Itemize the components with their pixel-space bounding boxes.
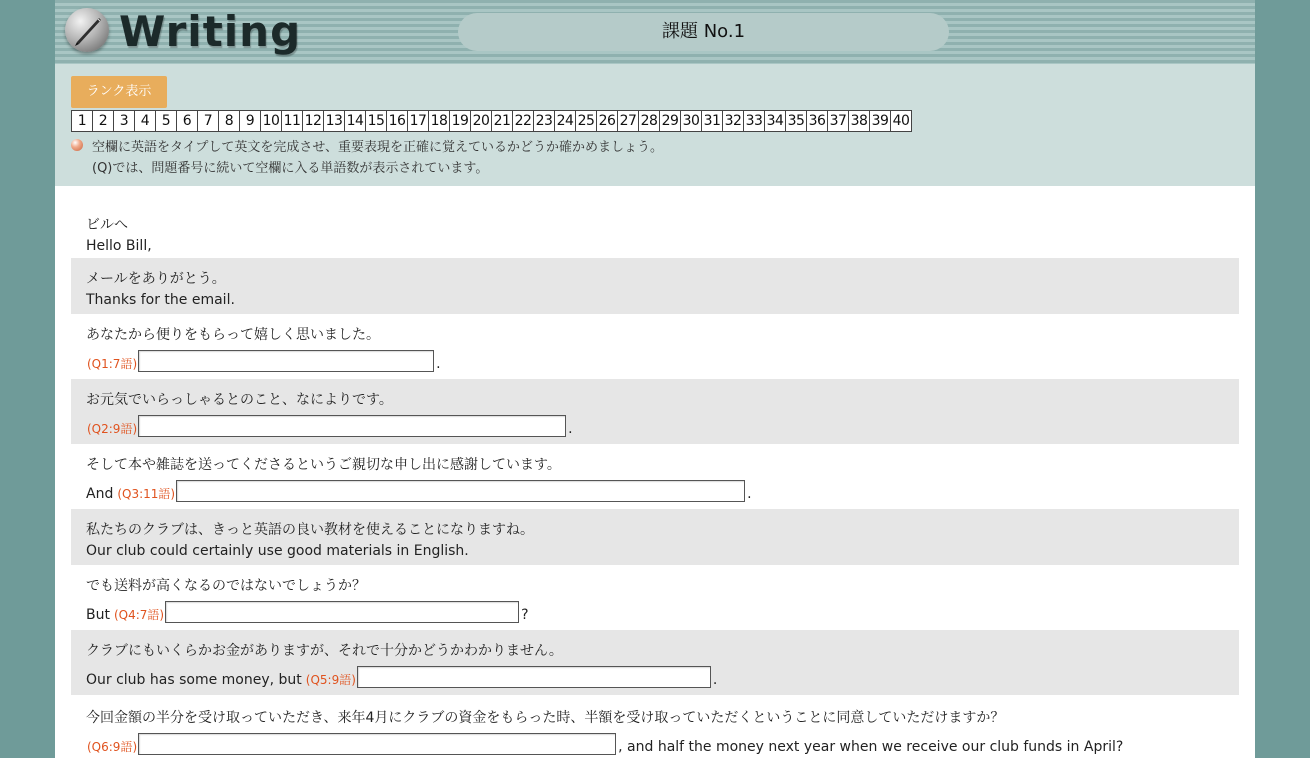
sentence-row: [71, 208, 1239, 258]
question-number-link[interactable]: 27: [617, 110, 639, 132]
question-number-link[interactable]: 21: [491, 110, 513, 132]
sentence-ending: ?: [521, 607, 529, 623]
question-number-link[interactable]: 15: [365, 110, 387, 132]
question-label: (Q2:9語): [87, 422, 138, 436]
question-number-link[interactable]: 25: [575, 110, 597, 132]
app-title: Writing: [119, 7, 302, 56]
japanese-sentence: クラブにもいくらかお金がありますが、それで十分かどうかわかりません。: [86, 643, 563, 659]
question-number-link[interactable]: 31: [701, 110, 723, 132]
question-number-link[interactable]: 39: [869, 110, 891, 132]
japanese-sentence: ビルへ: [86, 217, 128, 233]
question-number-link[interactable]: 11: [281, 110, 303, 132]
question-number-link[interactable]: 30: [680, 110, 702, 132]
question-number-link[interactable]: 24: [554, 110, 576, 132]
question-number-link[interactable]: 35: [785, 110, 807, 132]
question-label: (Q5:9語): [305, 673, 356, 687]
question-number-link[interactable]: 3: [113, 110, 135, 132]
question-number-link[interactable]: 14: [344, 110, 366, 132]
question-row-q5: [71, 630, 1239, 695]
answer-input-q3[interactable]: [176, 480, 745, 502]
sentence-row: [71, 509, 1239, 565]
japanese-sentence: メールをありがとう。: [86, 271, 226, 287]
question-number-link[interactable]: 9: [239, 110, 261, 132]
question-number-link[interactable]: 18: [428, 110, 450, 132]
japanese-sentence: でも送料が高くなるのではないでしょうか？: [86, 578, 366, 594]
answer-input-q6[interactable]: [138, 733, 616, 755]
question-number-link[interactable]: 16: [386, 110, 408, 132]
question-number-link[interactable]: 29: [659, 110, 681, 132]
question-number-link[interactable]: 22: [512, 110, 534, 132]
question-row-q1: [71, 314, 1239, 379]
question-row-q6: [71, 695, 1239, 758]
answer-input-q5[interactable]: [357, 666, 711, 688]
question-number-link[interactable]: 17: [407, 110, 429, 132]
instruction-line-1: 空欄に英語をタイプして英文を完成させ、重要表現を正確に覚えているかどうか確かめましょう。: [92, 140, 663, 155]
question-number-link[interactable]: 19: [449, 110, 471, 132]
question-label: (Q1:7語): [87, 357, 138, 371]
question-number-link[interactable]: 1: [71, 110, 93, 132]
answer-input-q1[interactable]: [138, 350, 434, 372]
answer-input-q4[interactable]: [165, 601, 519, 623]
question-number-link[interactable]: 10: [260, 110, 282, 132]
answer-line: [86, 350, 441, 372]
english-sentence: Thanks for the email.: [86, 292, 235, 308]
orange-dot-icon: [71, 139, 83, 151]
sentence-ending: .: [568, 421, 573, 437]
question-number-link[interactable]: 32: [722, 110, 744, 132]
question-number-link[interactable]: 6: [176, 110, 198, 132]
question-row-q3: [71, 444, 1239, 509]
question-number-nav: [71, 110, 912, 132]
question-number-link[interactable]: 26: [596, 110, 618, 132]
question-label: (Q4:7語): [113, 608, 165, 622]
sentence-prefix: And: [86, 486, 114, 502]
task-title: 課題 No.1: [458, 13, 949, 51]
question-number-link[interactable]: 4: [134, 110, 156, 132]
sentence-prefix: But: [86, 607, 110, 623]
japanese-sentence: そして本や雑誌を送ってくださるというご親切な申し出に感謝しています。: [86, 457, 561, 473]
sentence-ending: .: [712, 672, 718, 688]
answer-line: [86, 666, 717, 688]
english-sentence: Hello Bill,: [86, 238, 152, 254]
exercise-content: [55, 186, 1255, 758]
question-number-link[interactable]: 36: [806, 110, 828, 132]
question-number-link[interactable]: 20: [470, 110, 492, 132]
question-number-link[interactable]: 2: [92, 110, 114, 132]
japanese-sentence: あなたから便りをもらって嬉しく思いました。: [86, 327, 380, 343]
question-number-link[interactable]: 34: [764, 110, 786, 132]
question-row-q4: [71, 565, 1239, 630]
instruction-line-2: (Q)では、問題番号に続いて空欄に入る単語数が表示されています。: [92, 161, 489, 176]
header: [55, 0, 1255, 64]
page: [55, 0, 1255, 758]
question-number-link[interactable]: 5: [155, 110, 177, 132]
japanese-sentence: 私たちのクラブは、きっと英語の良い教材を使えることになりますね。: [86, 522, 534, 538]
question-number-link[interactable]: 7: [197, 110, 219, 132]
sentence-ending: , and half the money next year when we receive our club funds in April?: [618, 739, 1124, 755]
question-number-link[interactable]: 23: [533, 110, 555, 132]
question-label: (Q3:11語): [117, 487, 176, 501]
control-panel: [55, 64, 1255, 186]
question-number-link[interactable]: 13: [323, 110, 345, 132]
sentence-ending: .: [747, 486, 752, 502]
sentence-ending: .: [436, 356, 441, 372]
answer-line: [86, 415, 573, 437]
question-label: (Q6:9語): [87, 740, 138, 754]
question-number-link[interactable]: 28: [638, 110, 660, 132]
japanese-sentence: 今回金額の半分を受け取っていただき、来年4月にクラブの資金をもらった時、半額を受け取っていただくということに同意していただけますか？: [86, 710, 1005, 726]
japanese-sentence: お元気でいらっしゃるとのこと、なによりです。: [86, 392, 393, 408]
question-number-link[interactable]: 40: [890, 110, 912, 132]
question-number-link[interactable]: 12: [302, 110, 324, 132]
question-number-link[interactable]: 8: [218, 110, 240, 132]
rank-display-button[interactable]: ランク表示: [71, 76, 167, 108]
question-number-link[interactable]: 33: [743, 110, 765, 132]
pen-logo-icon: [65, 8, 109, 52]
answer-line: [86, 733, 1123, 755]
question-number-link[interactable]: 37: [827, 110, 849, 132]
sentence-row: [71, 258, 1239, 314]
english-sentence: Our club could certainly use good materials in English.: [86, 543, 469, 559]
answer-input-q2[interactable]: [138, 415, 566, 437]
answer-line: [86, 601, 529, 623]
question-number-link[interactable]: 38: [848, 110, 870, 132]
sentence-prefix: Our club has some money, but: [86, 672, 302, 688]
answer-line: [86, 480, 752, 502]
question-row-q2: [71, 379, 1239, 444]
